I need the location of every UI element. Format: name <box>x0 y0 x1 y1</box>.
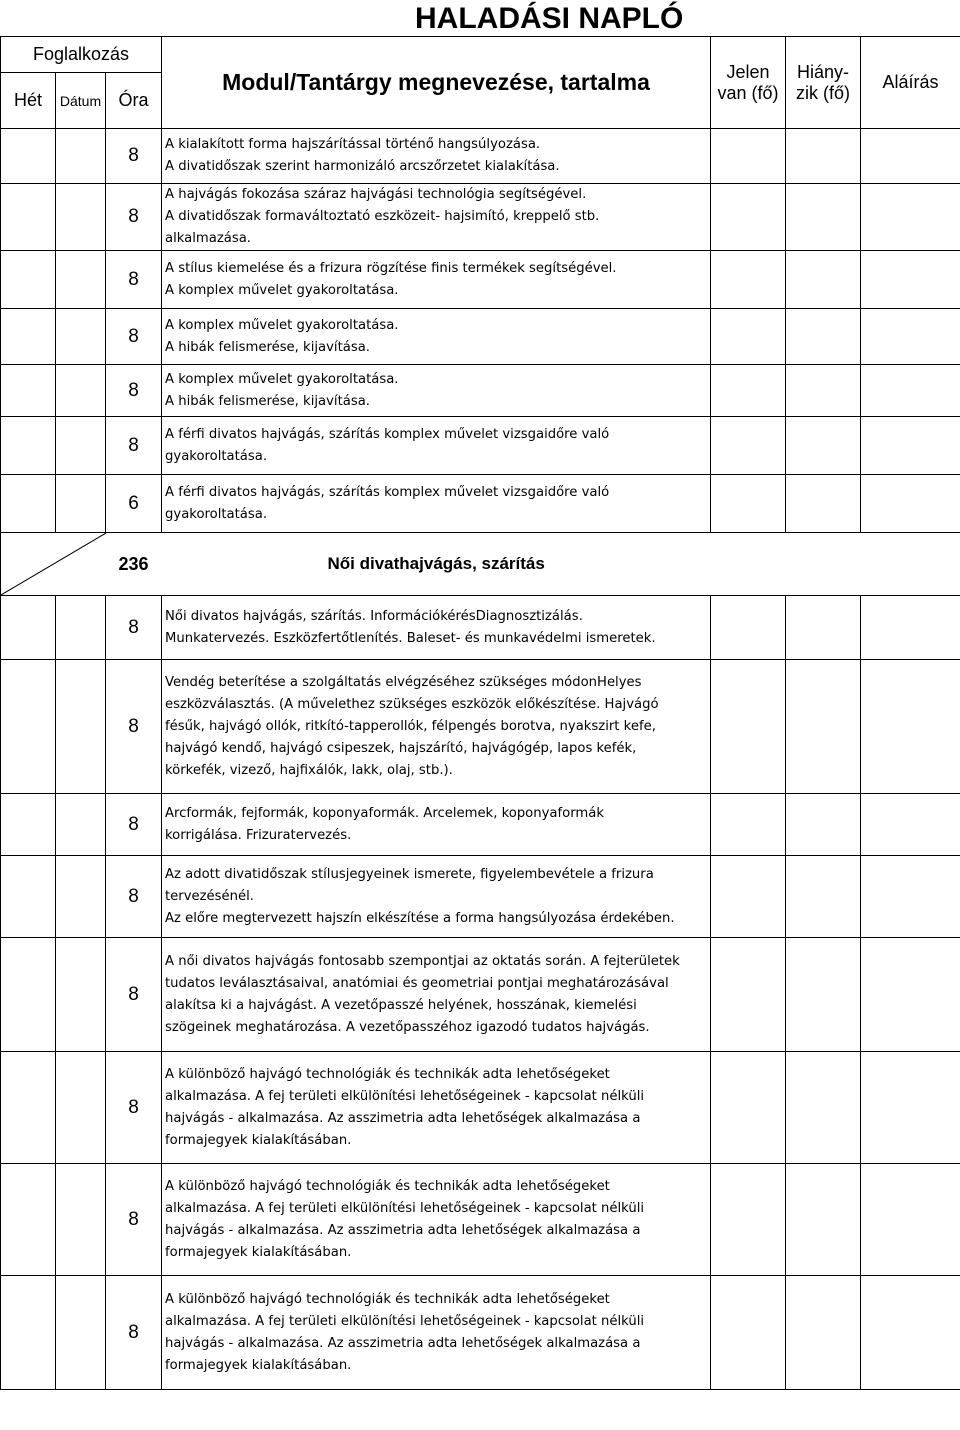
table-row <box>1 251 960 309</box>
header-hiany-line2: zik (fő) <box>796 82 851 103</box>
absent-cell <box>786 856 861 938</box>
hours-cell: 6 <box>106 475 162 533</box>
date-cell <box>56 660 106 794</box>
table-row <box>1 475 960 533</box>
hours-cell: 8 <box>106 1276 162 1390</box>
header-jelen-line1: Jelen <box>726 61 770 82</box>
content-cell: Női divatos hajvágás, szárítás. InformációkérésDiagnosztizálás. Munkatervezés. Eszközfertőtlenítés. Baleset- és munkavédelmi ismeretek. <box>162 596 711 660</box>
present-cell <box>711 596 786 660</box>
present-cell <box>711 660 786 794</box>
signature-cell <box>861 794 960 856</box>
content-cell: A kialakított forma hajszárítással történő hangsúlyozása. A divatidőszak szerint harmonizáló arcszőrzetet kialakítása. <box>162 129 711 184</box>
week-cell <box>1 1276 56 1390</box>
present-cell <box>711 129 786 184</box>
table-row <box>1 660 960 794</box>
hours-cell: 8 <box>106 1052 162 1164</box>
hours-cell: 8 <box>106 856 162 938</box>
table-row <box>1 794 960 856</box>
header-jelen-line2: van (fő) <box>717 82 779 103</box>
absent-cell <box>786 938 861 1052</box>
header-row-top <box>1 37 960 73</box>
present-cell <box>711 794 786 856</box>
absent-cell <box>786 417 861 475</box>
present-cell <box>711 365 786 417</box>
hours-cell: 8 <box>106 596 162 660</box>
week-cell <box>1 365 56 417</box>
hours-cell: 8 <box>106 184 162 251</box>
progress-log-table <box>0 36 960 1390</box>
absent-cell <box>786 1276 861 1390</box>
signature-cell <box>861 365 960 417</box>
week-cell <box>1 794 56 856</box>
week-cell <box>1 251 56 309</box>
week-cell <box>1 475 56 533</box>
page-title: HALADÁSI NAPLÓ <box>415 2 684 35</box>
week-cell <box>1 1164 56 1276</box>
content-cell: A komplex művelet gyakoroltatása. A hibák felismerése, kijavítása. <box>162 309 711 365</box>
hours-cell: 8 <box>106 129 162 184</box>
signature-cell <box>861 1276 960 1390</box>
week-cell <box>1 938 56 1052</box>
present-cell <box>711 184 786 251</box>
table-row <box>1 596 960 660</box>
header-datum: Dátum <box>56 73 106 129</box>
present-cell <box>711 475 786 533</box>
week-cell <box>1 660 56 794</box>
content-cell: Vendég beterítése a szolgáltatás elvégzéséhez szükséges módonHelyes eszközválasztás. (A művelethez szükséges eszközök előkészítése. Hajvágó fésűk, hajvágó ollók, ritkító-tapperollók, félpengés borotva, nyakszirt kefe, hajvágó kendő, hajvágó csipeszek, hajszárító, hajvágógép, lapos kefék, körkefék, vizező, hajfixálók, lakk, olaj, stb.). <box>162 660 711 794</box>
header-alairas: Aláírás <box>861 37 960 129</box>
hours-cell: 8 <box>106 938 162 1052</box>
date-cell <box>56 1164 106 1276</box>
hours-cell: 8 <box>106 309 162 365</box>
date-cell <box>56 417 106 475</box>
present-cell <box>711 1164 786 1276</box>
content-cell: Az adott divatidőszak stílusjegyeinek ismerete, figyelembevétele a frizura tervezésénél. Az előre megtervezett hajszín elkészítése a forma hangsúlyozása érdekében. <box>162 856 711 938</box>
week-cell <box>1 856 56 938</box>
hours-cell: 8 <box>106 251 162 309</box>
absent-cell <box>786 794 861 856</box>
week-cell <box>1 1052 56 1164</box>
present-cell <box>711 1276 786 1390</box>
date-cell <box>56 1052 106 1164</box>
date-cell <box>56 129 106 184</box>
table-row <box>1 1164 960 1276</box>
week-cell <box>1 129 56 184</box>
hours-cell: 8 <box>106 365 162 417</box>
present-cell <box>711 309 786 365</box>
table-row <box>1 184 960 251</box>
table-row <box>1 856 960 938</box>
present-cell <box>711 1052 786 1164</box>
signature-cell <box>861 596 960 660</box>
week-cell <box>1 184 56 251</box>
header-ora: Óra <box>106 73 162 129</box>
present-cell <box>711 417 786 475</box>
date-cell <box>56 184 106 251</box>
table-row <box>1 309 960 365</box>
absent-cell <box>786 475 861 533</box>
content-cell: A különböző hajvágó technológiák és technikák adta lehetőségeket alkalmazása. A fej területi elkülönítési lehetőségeinek - kapcsolat nélküli hajvágás - alkalmazása. Az asszimetria adta lehetőségek alkalmazása a formajegyek kialakításában. <box>162 1164 711 1276</box>
hours-cell: 8 <box>106 417 162 475</box>
absent-cell <box>786 1164 861 1276</box>
signature-cell <box>861 938 960 1052</box>
absent-cell <box>786 596 861 660</box>
content-cell: A férfi divatos hajvágás, szárítás komplex művelet vizsgaidőre való gyakoroltatása. <box>162 417 711 475</box>
absent-cell <box>786 1052 861 1164</box>
signature-cell <box>861 1052 960 1164</box>
header-hiany <box>786 37 861 129</box>
section-title: Női divathajvágás, szárítás <box>162 533 960 596</box>
week-cell <box>1 417 56 475</box>
header-foglalkozas: Foglalkozás <box>1 37 162 73</box>
header-modul: Modul/Tantárgy megnevezése, tartalma <box>162 37 711 129</box>
date-cell <box>56 1276 106 1390</box>
section-diagonal-cell <box>1 533 106 596</box>
content-cell: A különböző hajvágó technológiák és technikák adta lehetőségeket alkalmazása. A fej területi elkülönítési lehetőségeinek - kapcsolat nélküli hajvágás - alkalmazása. Az asszimetria adta lehetőségek alkalmazása a formajegyek kialakításában. <box>162 1052 711 1164</box>
section-row <box>1 533 960 596</box>
content-cell: A női divatos hajvágás fontosabb szempontjai az oktatás során. A fejterületek tudatos leválasztásaival, anatómiai és geometriai pontjai meghatározásával alakítsa ki a hajvágást. A vezetőpasszé helyének, hosszának, kiemelési szögeinek meghatározása. A vezetőpasszéhoz igazodó tudatos hajvágás. <box>162 938 711 1052</box>
date-cell <box>56 475 106 533</box>
table-row <box>1 365 960 417</box>
date-cell <box>56 794 106 856</box>
content-cell: A komplex művelet gyakoroltatása. A hibák felismerése, kijavítása. <box>162 365 711 417</box>
date-cell <box>56 856 106 938</box>
signature-cell <box>861 856 960 938</box>
diagonal-line <box>1 533 106 595</box>
table-row <box>1 938 960 1052</box>
date-cell <box>56 309 106 365</box>
signature-cell <box>861 309 960 365</box>
table-row <box>1 129 960 184</box>
signature-cell <box>861 129 960 184</box>
content-cell: A hajvágás fokozása száraz hajvágási technológia segítségével. A divatidőszak formaváltoztató eszközeit- hajsimító, kreppelő stb. alkalmazása. <box>162 184 711 251</box>
absent-cell <box>786 129 861 184</box>
hours-cell: 8 <box>106 660 162 794</box>
signature-cell <box>861 475 960 533</box>
table-row <box>1 417 960 475</box>
signature-cell <box>861 660 960 794</box>
header-hiany-line1: Hiány- <box>797 61 850 82</box>
header-jelen <box>711 37 786 129</box>
signature-cell <box>861 184 960 251</box>
signature-cell <box>861 251 960 309</box>
absent-cell <box>786 251 861 309</box>
table-row <box>1 1052 960 1164</box>
hours-cell: 8 <box>106 1164 162 1276</box>
date-cell <box>56 365 106 417</box>
date-cell <box>56 596 106 660</box>
absent-cell <box>786 184 861 251</box>
week-cell <box>1 309 56 365</box>
week-cell <box>1 596 56 660</box>
content-cell: A férfi divatos hajvágás, szárítás komplex művelet vizsgaidőre való gyakoroltatása. <box>162 475 711 533</box>
date-cell <box>56 251 106 309</box>
header-het: Hét <box>1 73 56 129</box>
hours-cell: 8 <box>106 794 162 856</box>
present-cell <box>711 251 786 309</box>
absent-cell <box>786 660 861 794</box>
section-total-hours: 236 <box>106 533 162 596</box>
signature-cell <box>861 417 960 475</box>
absent-cell <box>786 365 861 417</box>
table-row <box>1 1276 960 1390</box>
content-cell: A különböző hajvágó technológiák és technikák adta lehetőségeket alkalmazása. A fej területi elkülönítési lehetőségeinek - kapcsolat nélküli hajvágás - alkalmazása. Az asszimetria adta lehetőségek alkalmazása a formajegyek kialakításában. <box>162 1276 711 1390</box>
present-cell <box>711 938 786 1052</box>
absent-cell <box>786 309 861 365</box>
date-cell <box>56 938 106 1052</box>
content-cell: Arcformák, fejformák, koponyaformák. Arcelemek, koponyaformák korrigálása. Frizuratervezés. <box>162 794 711 856</box>
present-cell <box>711 856 786 938</box>
signature-cell <box>861 1164 960 1276</box>
content-cell: A stílus kiemelése és a frizura rögzítése finis termékek segítségével. A komplex művelet gyakoroltatása. <box>162 251 711 309</box>
